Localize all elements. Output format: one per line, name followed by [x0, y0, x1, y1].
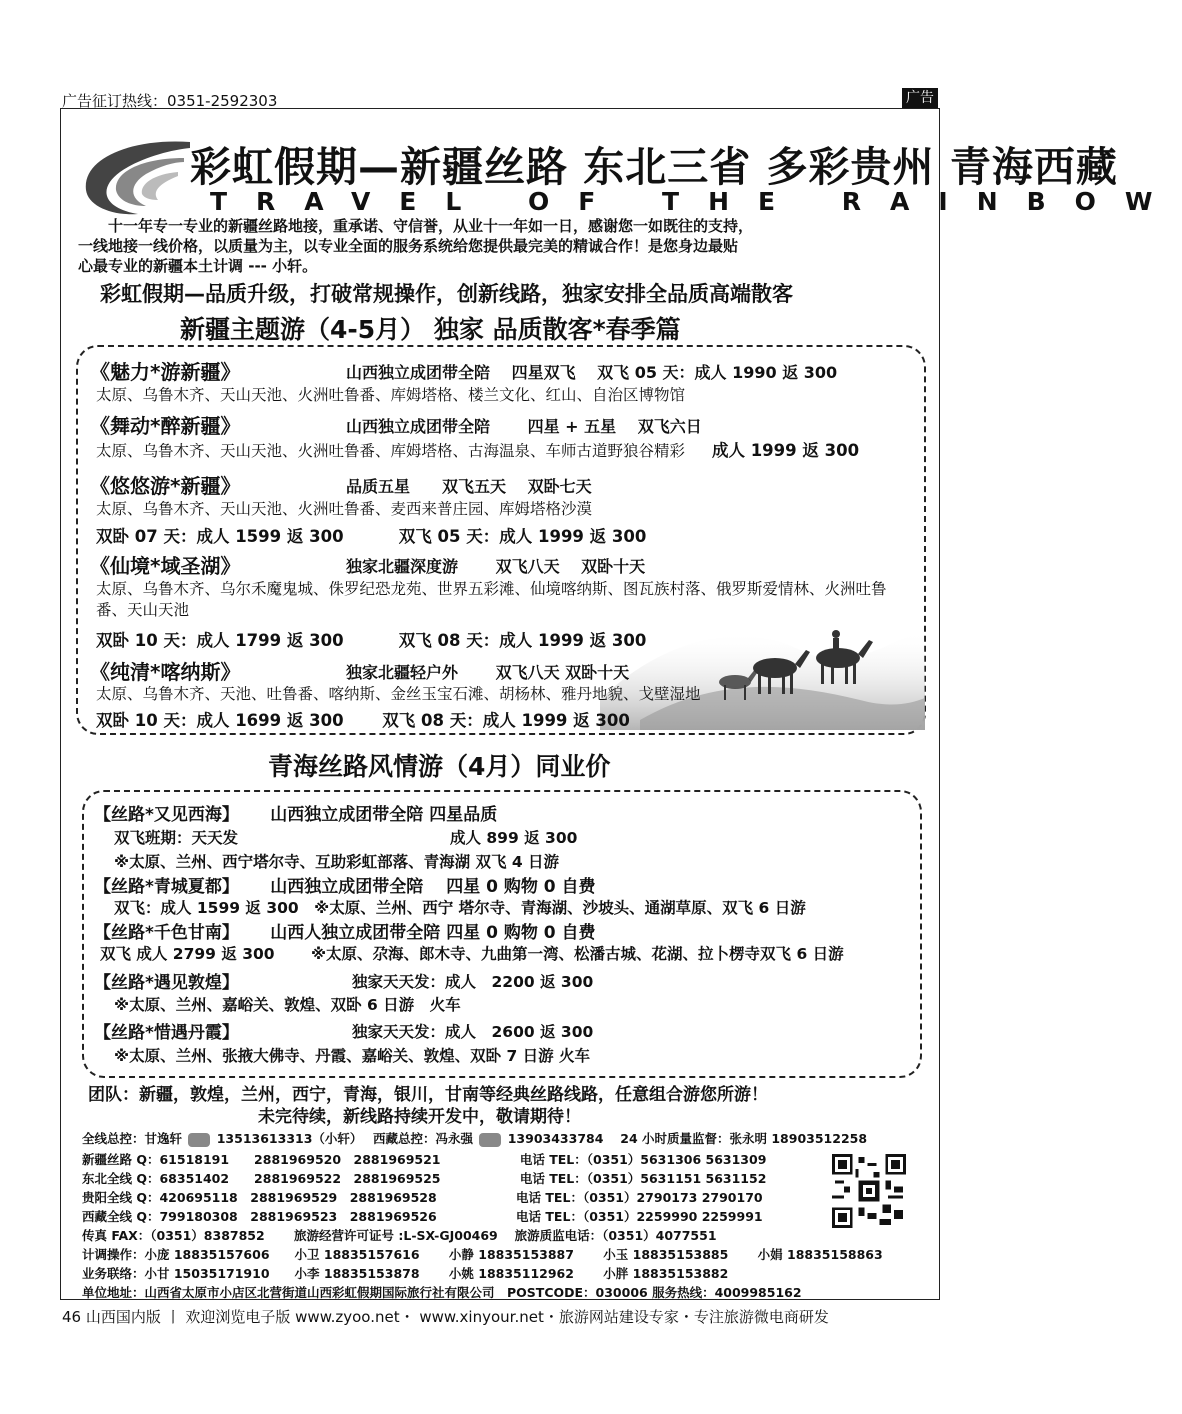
route-cities — [96, 440, 916, 462]
qinghai-route-detail: ※太原、兰州、嘉峪关、敦煌、双卧 6 日游 火车 — [114, 996, 461, 1014]
route-name: 《纯清*喀纳斯》 — [90, 660, 241, 684]
route-price: 成人 1999 返 300 — [711, 441, 860, 460]
qinghai-route-detail: 双飞：成人 1599 返 300 ※太原、兰州、西宁 塔尔寺、青海湖、沙坡头、通湖草原、双飞 6 日游 — [114, 899, 806, 917]
qinghai-route-header: 【丝路*惜遇丹霞】 — [94, 1023, 239, 1043]
slogan: 彩虹假期—品质升级，打破常规操作，创新线路，独家安排全品质高端散客 — [100, 282, 793, 306]
route-info: 品质五星 双飞五天 双卧七天 — [346, 477, 592, 496]
route-name: 《魅力*游新疆》 — [90, 360, 241, 384]
contact-row: 贵阳全线 Q：420695118 2881969529 2881969528 电话 TEL：（0351）2790173 2790170 — [82, 1190, 763, 1205]
contact-row: 单位地址：山西省太原市小店区北营街道山西彩虹假期国际旅行社有限公司 POSTCODE：030006 服务热线：4009985162 — [82, 1285, 802, 1300]
qinghai-route-detail: ※太原、兰州、西宁塔尔寺、互助彩虹部落、青海湖 双飞 4 日游 — [114, 853, 560, 871]
route-price: 双卧 07 天：成人 1599 返 300 双飞 05 天：成人 1999 返 300 — [96, 527, 647, 546]
intro-line: 一线地接一线价格，以质量为主，以专业全面的服务系统给您提供最完美的精诚合作！是您身边最贴 — [78, 237, 739, 255]
contact-row: 西藏全线 Q：799180308 2881969523 2881969526 电话 TEL：（0351）2259990 2259991 — [82, 1209, 763, 1224]
route-name: 《悠悠游*新疆》 — [90, 474, 241, 498]
pending-note: 未完待续，新线路持续开发中，敬请期待！ — [258, 1107, 581, 1127]
wechat-icon — [479, 1133, 501, 1147]
route-price: 双卧 10 天：成人 1699 返 300 双飞 08 天：成人 1999 返 300 — [96, 711, 630, 730]
qinghai-route-price: 独家天天发：成人 2600 返 300 — [352, 1023, 594, 1041]
route-card — [90, 410, 916, 462]
intro-line: 心最专业的新疆本土计调 --- 小轩。 — [78, 257, 318, 275]
ad-tag: 广告 — [902, 88, 938, 108]
route-name: 《舞动*醉新疆》 — [90, 414, 241, 438]
qr-code-icon[interactable] — [832, 1154, 906, 1228]
wechat-icon — [188, 1133, 210, 1147]
contact-row: 新疆丝路 Q：61518191 2881969520 2881969521 电话 TEL：（0351）5631306 5631309 — [82, 1152, 767, 1167]
page-footer: 46 山西国内版 丨 欢迎浏览电子版 www.zyoo.net・ www.xinyour.net・旅游网站建设专家・专注旅游微电商研发 — [62, 1308, 829, 1326]
section-title-xinjiang: 新疆主题游（4-5月） 独家 品质散客*春季篇 — [180, 315, 681, 344]
route-cities: 太原、乌鲁木齐、天山天池、火洲吐鲁番、麦西来普庄园、库姆塔格沙漠 — [96, 500, 593, 518]
contact-row: 东北全线 Q：68351402 2881969522 2881969525 电话 TEL：（0351）5631151 5631152 — [82, 1171, 767, 1186]
page-subtitle: TRAVEL OF THE RAINBOW — [210, 187, 1182, 216]
route-cities: 太原、乌鲁木齐、天池、吐鲁番、喀纳斯、金丝玉宝石滩、胡杨林、雅丹地貌、戈壁湿地 — [96, 685, 701, 703]
qinghai-route-header: 【丝路*千色甘南】 山西人独立成团带全陪 四星 0 购物 0 自费 — [94, 923, 596, 943]
route-price: 双卧 10 天：成人 1799 返 300 双飞 08 天：成人 1999 返 300 — [96, 631, 647, 650]
ad-hotline: 广告征订热线：0351-2592303 — [62, 92, 278, 110]
qinghai-route-price: 独家天天发：成人 2200 返 300 — [352, 973, 594, 991]
page-title: 彩虹假期—新疆丝路 东北三省 多彩贵州 青海西藏 — [190, 143, 1118, 191]
route-card — [90, 356, 916, 406]
qinghai-route-price: 成人 899 返 300 — [450, 829, 578, 847]
qinghai-route-detail: 双飞 成人 2799 返 300 ※太原、尕海、郎木寺、九曲第一湾、松潘古城、花湖、拉卜楞寺双飞 6 日游 — [100, 945, 844, 963]
route-card — [90, 656, 916, 731]
route-cities: 太原、乌鲁木齐、天山天池、火洲吐鲁番、库姆塔格、楼兰文化、红山、自治区博物馆 — [96, 386, 686, 404]
intro-paragraph — [78, 216, 924, 276]
rainbow-logo-icon — [72, 128, 192, 218]
qinghai-route-header: 【丝路*遇见敦煌】 — [94, 973, 239, 993]
route-info: 山西独立成团带全陪 四星 + 五星 双飞六日 — [346, 417, 702, 436]
route-cities-text: 太原、乌鲁木齐、天山天池、火洲吐鲁番、库姆塔格、古海温泉、车师古道野狼谷精彩 — [96, 442, 686, 460]
qinghai-route-header: 【丝路*又见西海】 山西独立成团带全陪 四星品质 — [94, 805, 498, 825]
route-info: 独家北疆轻户外 双飞八天 双卧十天 — [346, 663, 630, 682]
team-note: 团队：新疆，敦煌，兰州，西宁，青海，银川，甘南等经典丝路线路，任意组合游您所游！ — [88, 1085, 768, 1105]
qinghai-route-header: 【丝路*青城夏都】 山西独立成团带全陪 四星 0 购物 0 自费 — [94, 877, 596, 897]
contact-text: 13903433784 24 小时质量监督：张永明 18903512258 — [507, 1131, 868, 1146]
contact-row: 业务联络：小甘 15035171910 小李 18835153878 小姚 18835112962 小胖 18835153882 — [82, 1266, 729, 1281]
intro-line: 十一年专一专业的新疆丝路地接，重承诺、守信誉，从业十一年如一日，感谢您一如既往的支持， — [108, 217, 754, 235]
qinghai-route-detail: ※太原、兰州、张掖大佛寺、丹霞、嘉峪关、敦煌、双卧 7 日游 火车 — [114, 1047, 591, 1065]
contact-text: 全线总控：甘逸轩 — [82, 1131, 183, 1146]
route-info: 山西独立成团带全陪 四星双飞 双飞 05 天：成人 1990 返 300 — [346, 363, 838, 382]
route-info: 独家北疆深度游 双飞八天 双卧十天 — [346, 557, 646, 576]
route-card — [90, 470, 916, 547]
contact-row: 传真 FAX：（0351）8387852 旅游经营许可证号 :L-SX-GJ00469 旅游质监电话：（0351）4077551 — [82, 1228, 717, 1243]
route-cities: 太原、乌鲁木齐、乌尔禾魔鬼城、侏罗纪恐龙苑、世界五彩滩、仙境喀纳斯、图瓦族村落、俄罗斯爱情林、火洲吐鲁番、天山天池 — [96, 580, 887, 619]
contact-row — [82, 1129, 867, 1147]
contact-text: 13513613313（小轩） 西藏总控：冯永强 — [216, 1131, 474, 1146]
section-title-qinghai: 青海丝路风情游（4月）同业价 — [268, 752, 611, 781]
route-card — [90, 550, 916, 651]
route-name: 《仙境*域圣湖》 — [90, 554, 241, 578]
qinghai-route-detail: 双飞班期：天天发 — [114, 829, 239, 847]
contact-row: 计调操作：小庞 18835157606 小卫 18835157616 小静 18835153887 小玉 18835153885 小娟 18835158863 — [82, 1247, 883, 1262]
